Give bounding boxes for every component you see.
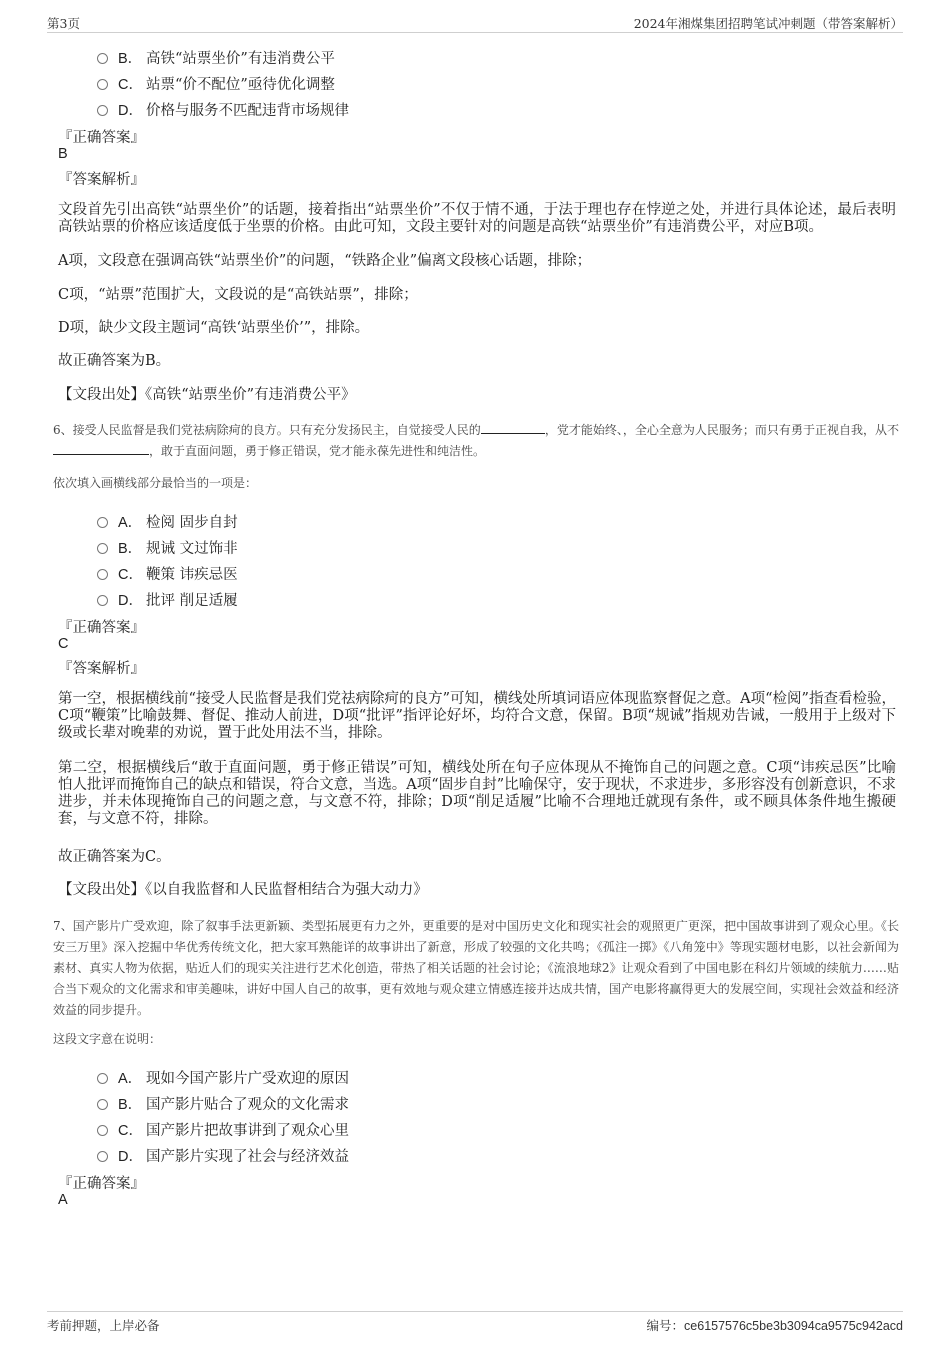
q6-source: 【文段出处】《以自我监督和人民监督相结合为强大动力》: [58, 882, 428, 898]
q6-analysis-para: 第二空，根据横线后“敢于直面问题，勇于修正错误”可知，横线处所在句子应体现从不掩饰自己的问题之意。C项“讳疾忌医”比喻怕人批评而掩饰自己的缺点和错误，符合文意，当选。A项“固步自封”比喻保守，安于现状，不求进步，多形容没有创新意识，不求进步，并未体现掩饰自己的问题之意，与文意不符，排除；D项“削足适履”比喻不合理地迁就现有条件，或不顾具体条件地生搬硬套，与文意不符，排除。: [58, 760, 896, 827]
q5-answer-label: 『正确答案』: [58, 130, 145, 146]
radio-icon[interactable]: [97, 1125, 108, 1136]
q7-prompt: 这段文字意在说明：: [53, 1032, 162, 1046]
radio-icon[interactable]: [97, 53, 108, 64]
q6-answer-label: 『正确答案』: [58, 620, 145, 636]
q5-analysis-para: 文段首先引出高铁“站票坐价”的话题，接着指出“站票坐价”不仅于情不通，于法于理也存在悖逆之处，并进行具体论述，最后表明高铁站票的价格应该适度低于坐票的价格。由此可知，文段主要针对的问题是高铁“站票坐价”有违消费公平，对应B项。: [58, 202, 896, 235]
q7-option-c[interactable]: C． 国产影片把故事讲到了观众心里: [97, 1119, 349, 1140]
radio-icon[interactable]: [97, 569, 108, 580]
q5-analysis-para: A项，文段意在强调高铁“站票坐价”的问题，“铁路企业”偏离文段核心话题，排除；: [58, 253, 592, 269]
q7-answer-label: 『正确答案』: [58, 1176, 145, 1192]
radio-icon[interactable]: [97, 1099, 108, 1110]
q5-analysis-para: 故正确答案为B。: [58, 353, 171, 369]
q6-option-b[interactable]: B． 规诫 文过饰非: [97, 537, 238, 558]
q5-answer: B: [58, 146, 68, 162]
q6-answer: C: [58, 636, 69, 652]
q5-source: 【文段出处】《高铁“站票坐价”有违消费公平》: [58, 387, 356, 403]
radio-icon[interactable]: [97, 517, 108, 528]
q5-analysis-label: 『答案解析』: [58, 172, 145, 188]
q7-stem: 7、国产影片广受欢迎，除了叙事手法更新颖、类型拓展更有力之外，更重要的是对中国历史文化和现实社会的观照更广更深，把中国故事讲到了观众心里。《长安三万里》深入挖掘中华优秀传统文化，把大家耳熟能详的故事讲出了新意，形成了较强的文化共鸣；《孤注一掷》《八角笼中》等现实题材电影，以社会新闻为素材、真实人物为依据，贴近人们的现实关注进行艺术化创造，带热了相关话题的社会讨论；《流浪地球2》让观众看到了中国电影在科幻片领域的续航力……贴合当下观众的文化需求和审美趣味，讲好中国人自己的故事，更有效地与观众建立情感连接并达成共情，国产电影将赢得更大的发展空间，实现社会效益和经济效益的同步提升。: [53, 919, 899, 1017]
radio-icon[interactable]: [97, 543, 108, 554]
q7-option-a[interactable]: A． 现如今国产影片广受欢迎的原因: [97, 1067, 349, 1088]
radio-icon[interactable]: [97, 1151, 108, 1162]
q7-option-d[interactable]: D． 国产影片实现了社会与经济效益: [97, 1145, 349, 1166]
q5-analysis-para: D项，缺少文段主题词“高铁‘站票坐价’”，排除。: [58, 320, 370, 336]
q7-option-b[interactable]: B． 国产影片贴合了观众的文化需求: [97, 1093, 349, 1114]
q6-analysis-para: 故正确答案为C。: [58, 849, 171, 865]
q7-answer: A: [58, 1192, 68, 1208]
q6-analysis-para: 第一空，根据横线前“接受人民监督是我们党祛病除疴的良方”可知，横线处所填词语应体现监察督促之意。A项“检阅”指查看检验，C项“鞭策”比喻鼓舞、督促、推动人前进，D项“批评”指评论好坏，均符合文意，保留。B项“规诫”指规劝告诫，一般用于上级对下级或长辈对晚辈的劝说，置于此处用法不当，排除。: [58, 691, 896, 741]
radio-icon[interactable]: [97, 79, 108, 90]
q6-analysis-label: 『答案解析』: [58, 661, 145, 677]
q6-prompt: 依次填入画横线部分最恰当的一项是：: [53, 476, 258, 490]
footer-slogan: 考前押题，上岸必备: [47, 1318, 160, 1333]
q6-option-a[interactable]: A． 检阅 固步自封: [97, 511, 238, 532]
q5-option-d[interactable]: D． 价格与服务不匹配违背市场规律: [97, 99, 349, 120]
document-title: 2024年湘煤集团招聘笔试冲刺题（带答案解析）: [633, 16, 903, 31]
q6-option-c[interactable]: C． 鞭策 讳疾忌医: [97, 563, 238, 584]
page-footer: [47, 1311, 903, 1334]
fill-blank: [53, 442, 149, 455]
q5-option-c[interactable]: C． 站票“价不配位”亟待优化调整: [97, 73, 335, 94]
radio-icon[interactable]: [97, 1073, 108, 1084]
q6-stem: 6、接受人民监督是我们党祛病除疴的良方。只有充分发扬民主，自觉接受人民的 ，党才能始终、，全心全意为人民服务；而只有勇于正视自我，从不，敢于直面问题，勇于修正错误，党才能永葆先进性和纯洁性。: [53, 423, 899, 458]
page-number: 第3页: [47, 16, 80, 31]
radio-icon[interactable]: [97, 595, 108, 606]
q5-analysis-para: C项，“站票”范围扩大，文段说的是“高铁站票”，排除；: [58, 287, 418, 303]
radio-icon[interactable]: [97, 105, 108, 116]
q5-option-b[interactable]: B． 高铁“站票坐价”有违消费公平: [97, 47, 335, 68]
page-header: [47, 14, 903, 33]
document-code: 编号：ce6157576c5be3b3094ca9575c942acd: [646, 1318, 903, 1333]
fill-blank: [481, 421, 545, 434]
q6-option-d[interactable]: D． 批评 削足适履: [97, 589, 238, 610]
